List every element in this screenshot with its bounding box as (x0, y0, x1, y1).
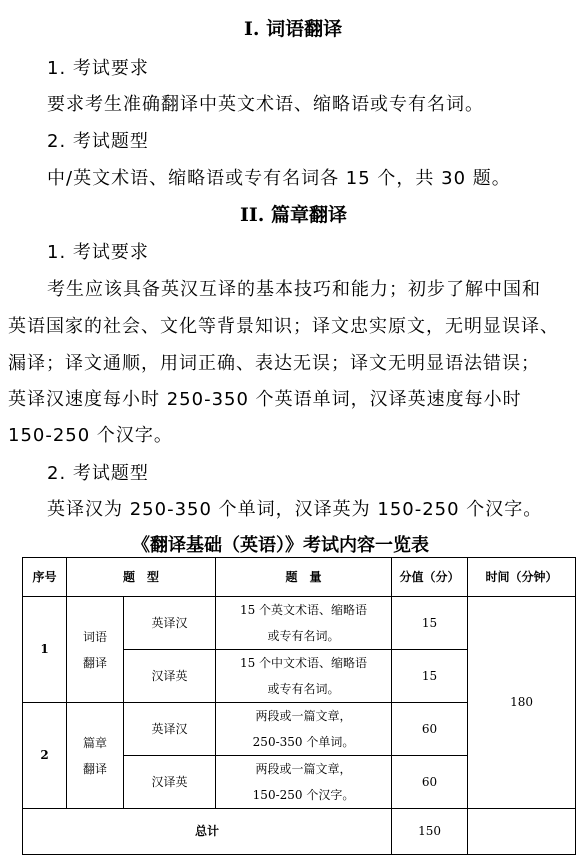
section-1-type-text: 中/英文术语、缩略语或专有名词各 15 个，共 30 题。 (47, 168, 511, 189)
group-number: 1 (23, 597, 67, 703)
table-row (23, 597, 576, 650)
header-score: 分值（分） (392, 558, 468, 597)
table-title: 《翻译基础（英语）》考试内容一览表 (132, 535, 429, 556)
section-2-heading: II. 篇章翻译 (240, 204, 348, 226)
sub-type: 英译汉 (124, 597, 216, 650)
total-label: 总计 (23, 809, 392, 855)
time-cell: 180 (468, 597, 576, 809)
score-cell: 15 (392, 597, 468, 650)
section-1-requirement-label: 1. 考试要求 (47, 58, 149, 79)
header-amount: 题 量 (216, 558, 392, 597)
section-2-type-text: 英译汉为 250-350 个单词，汉译英为 150-250 个汉字。 (47, 499, 543, 520)
sub-type: 英译汉 (124, 703, 216, 756)
score-cell: 15 (392, 650, 468, 703)
section-2-requirement-label: 1. 考试要求 (47, 242, 149, 263)
amount-cell: 两段或一篇文章， 250-350 个单词。 (216, 703, 392, 756)
table-total-row (23, 809, 576, 855)
header-type: 题 型 (67, 558, 216, 597)
group-number: 2 (23, 703, 67, 809)
group-type: 篇章 翻译 (67, 703, 124, 809)
total-time-empty (468, 809, 576, 855)
sub-type: 汉译英 (124, 650, 216, 703)
score-cell: 60 (392, 703, 468, 756)
section-2-requirement-line: 考生应该具备英汉互译的基本技巧和能力；初步了解中国和 (47, 279, 541, 300)
section-1-type-label: 2. 考试题型 (47, 131, 149, 152)
group-type: 词语 翻译 (67, 597, 124, 703)
exam-content-table (22, 557, 576, 855)
section-1-requirement-text: 要求考生准确翻译中英文术语、缩略语或专有名词。 (47, 94, 484, 115)
section-2-requirement-line: 150-250 个汉字。 (8, 425, 173, 446)
section-2-requirement-line: 英译汉速度每小时 250-350 个英语单词，汉译英速度每小时 (8, 389, 522, 410)
amount-cell: 15 个英文术语、缩略语 或专有名词。 (216, 597, 392, 650)
amount-cell: 15 个中文术语、缩略语 或专有名词。 (216, 650, 392, 703)
score-cell: 60 (392, 756, 468, 809)
amount-cell: 两段或一篇文章， 150-250 个汉字。 (216, 756, 392, 809)
section-2-requirement-line: 英语国家的社会、文化等背景知识；译文忠实原文，无明显误译、 (8, 316, 559, 337)
table-header-row (23, 558, 576, 597)
section-2-requirement-line: 漏译；译文通顺，用词正确、表达无误；译文无明显语法错误； (8, 353, 540, 374)
section-1-heading: I. 词语翻译 (244, 18, 343, 40)
total-score: 150 (392, 809, 468, 855)
sub-type: 汉译英 (124, 756, 216, 809)
header-time: 时间（分钟） (468, 558, 576, 597)
section-2-type-label: 2. 考试题型 (47, 463, 149, 484)
header-number: 序号 (23, 558, 67, 597)
